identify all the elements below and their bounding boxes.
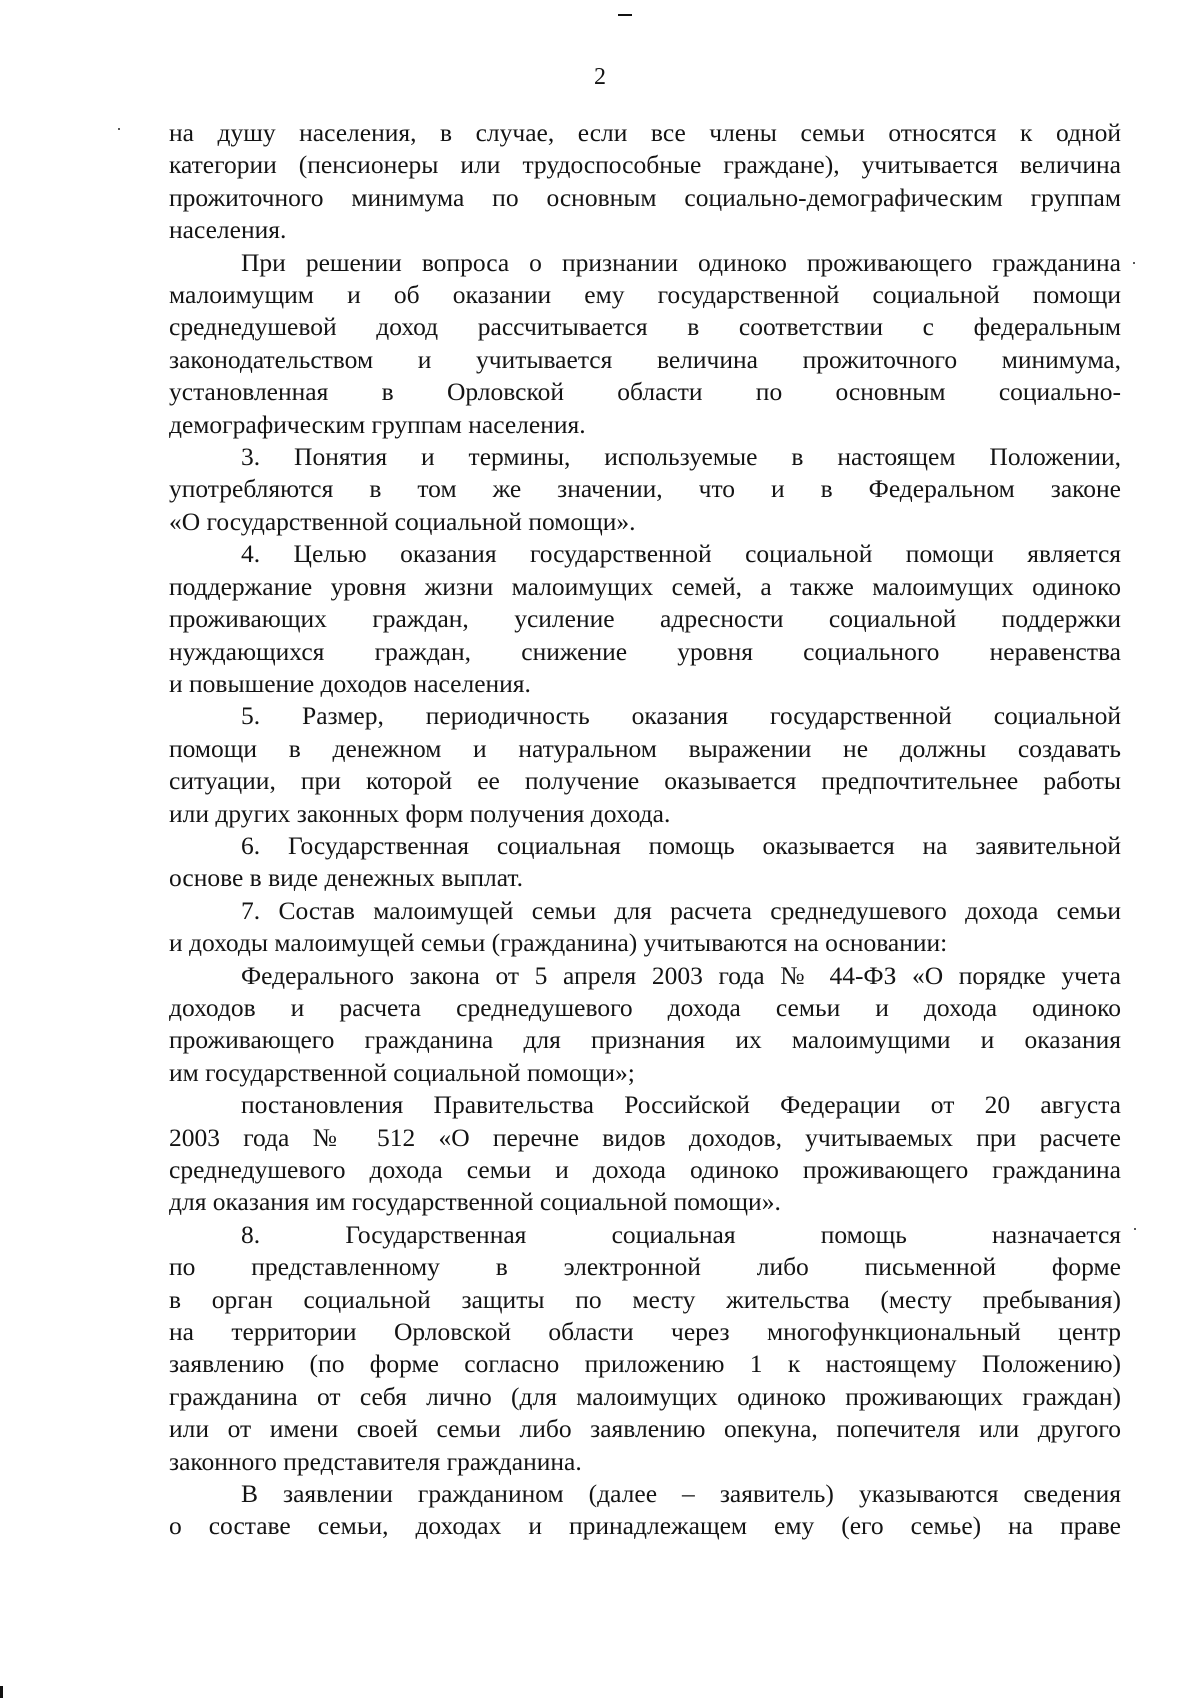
text-line: на территории Орловской области через многофункциональный центр — [169, 1317, 1121, 1347]
text-line: В заявлении гражданином (далее – заявитель) указываются сведения — [241, 1479, 1121, 1509]
text-line: основе в виде денежных выплат. — [169, 863, 524, 893]
scan-mark-top — [618, 14, 632, 16]
text-line: на душу населения, в случае, если все члены семьи относятся к одной — [169, 118, 1121, 147]
text-line: среднедушевого дохода семьи и дохода одиноко проживающего гражданина — [169, 1155, 1121, 1184]
scan-speck — [1133, 262, 1135, 264]
text-line: проживающего гражданина для признания их малоимущими и оказания — [169, 1025, 1121, 1055]
text-line: постановления Правительства Российской Федерации от 20 августа — [241, 1090, 1121, 1120]
text-line: малоимущим и об оказании ему государственной социальной помощи — [169, 280, 1121, 310]
scan-speck — [118, 128, 120, 130]
text-line: 7. Состав малоимущей семьи для расчета среднедушевого дохода семьи — [241, 895, 1121, 925]
text-line: категории (пенсионеры или трудоспособные граждане), учитывается величина — [169, 150, 1121, 180]
text-line: демографическим группам населения. — [169, 409, 586, 439]
text-line: употребляются в том же значении, что и в Федеральном законе — [169, 474, 1121, 504]
text-line: доходов и расчета среднедушевого дохода семьи и дохода одиноко — [169, 992, 1121, 1022]
text-line: 2003 года № 512 «О перечне видов доходов, учитываемых при расчете — [169, 1122, 1121, 1152]
text-line: среднедушевой доход рассчитывается в соответствии с федеральным — [169, 312, 1121, 342]
text-line: о составе семьи, доходах и принадлежащем ему (его семье) на праве — [169, 1511, 1121, 1541]
text-line: прожиточного минимума по основным социально-демографическим группам — [169, 182, 1121, 212]
text-line: населения. — [169, 215, 287, 245]
scan-speck — [1134, 1228, 1136, 1230]
text-line: помощи в денежном и натуральном выражении не должны создавать — [169, 733, 1121, 763]
text-line: или от имени своей семьи либо заявлению опекуна, попечителя или другого — [169, 1414, 1121, 1444]
text-line: ситуации, при которой ее получение оказывается предпочтительнее работы — [169, 766, 1121, 796]
text-line: и повышение доходов населения. — [169, 668, 531, 698]
text-line: или других законных форм получения дохода. — [169, 798, 671, 828]
text-line: законодательством и учитывается величина прожиточного минимума, — [169, 344, 1121, 374]
text-line: нуждающихся граждан, снижение уровня социального неравенства — [169, 636, 1121, 666]
text-line: 6. Государственная социальная помощь оказывается на заявительной — [241, 830, 1121, 860]
page-number: 2 — [594, 64, 606, 90]
text-line: 4. Целью оказания государственной социальной помощи является — [241, 539, 1121, 569]
text-line: При решении вопроса о признании одиноко проживающего гражданина — [241, 247, 1121, 277]
text-line: и доходы малоимущей семьи (гражданина) учитываются на основании: — [169, 928, 948, 958]
text-line: 8. Государственная социальная помощь назначается — [241, 1219, 1121, 1249]
text-line: заявлению (по форме согласно приложению 1 к настоящему Положению) — [169, 1349, 1121, 1379]
text-line: им государственной социальной помощи»; — [169, 1057, 635, 1087]
scan-mark-bottom-left — [0, 1686, 3, 1698]
text-line: проживающих граждан, усиление адресности социальной поддержки — [169, 604, 1121, 634]
text-line: по представленному в электронной либо письменной форме — [169, 1252, 1121, 1282]
text-line: для оказания им государственной социальной помощи». — [169, 1187, 781, 1217]
document-body — [169, 117, 1121, 1543]
text-line: законного представителя гражданина. — [169, 1446, 582, 1476]
text-line: «О государственной социальной помощи». — [169, 506, 636, 536]
text-line: 3. Понятия и термины, используемые в настоящем Положении, — [241, 442, 1121, 472]
text-line: установленная в Орловской области по основным социально- — [169, 377, 1121, 407]
text-line: в орган социальной защиты по месту жительства (месту пребывания) — [169, 1284, 1121, 1314]
text-line: 5. Размер, периодичность оказания государственной социальной — [241, 701, 1121, 731]
text-line: поддержание уровня жизни малоимущих семей, а также малоимущих одиноко — [169, 571, 1121, 601]
text-line: Федерального закона от 5 апреля 2003 года № 44-ФЗ «О порядке учета — [241, 960, 1121, 990]
text-line: гражданина от себя лично (для малоимущих одиноко проживающих граждан) — [169, 1381, 1121, 1411]
